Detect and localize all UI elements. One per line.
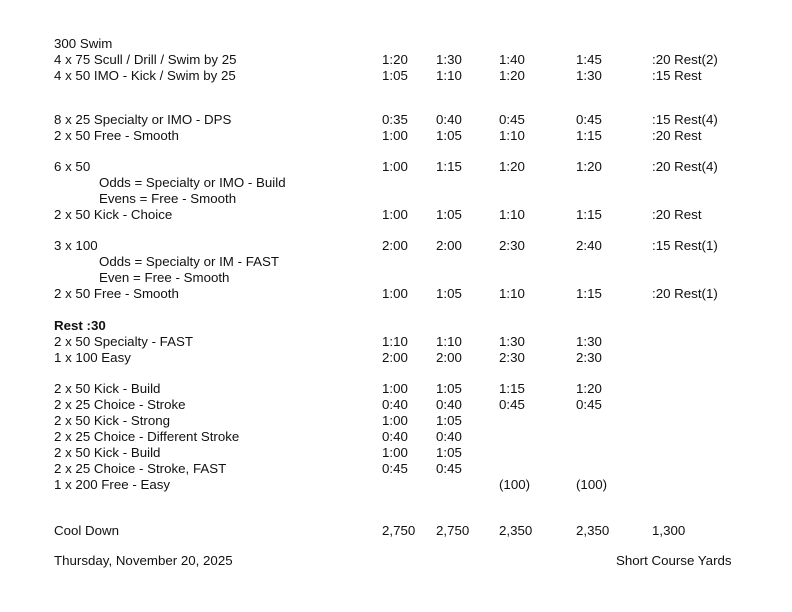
interval-lane-3: 0:45: [499, 397, 525, 412]
interval-lane-4: 2:30: [576, 350, 602, 365]
interval-lane-1: 0:40: [382, 429, 408, 444]
rest-interval: :15 Rest(1): [652, 238, 718, 253]
set-description: 2 x 50 Kick - Choice: [54, 207, 173, 222]
interval-lane-3: 2,350: [499, 523, 533, 538]
date-footer: Thursday, November 20, 2025: [54, 553, 233, 568]
set-description: 2 x 25 Choice - Stroke: [54, 397, 186, 412]
workout-row: [0, 523, 792, 539]
set-description: 2 x 50 Free - Smooth: [54, 128, 179, 143]
set-description: 2 x 50 Specialty - FAST: [54, 334, 193, 349]
rest-interval: :20 Rest(4): [652, 159, 718, 174]
interval-lane-1: 1:00: [382, 413, 408, 428]
interval-lane-1: 2,750: [382, 523, 416, 538]
interval-lane-2: 2:00: [436, 350, 462, 365]
interval-lane-1: 1:20: [382, 52, 408, 67]
interval-lane-4: (100): [576, 477, 608, 492]
set-sub-description: Evens = Free - Smooth: [99, 191, 237, 206]
workout-row: [0, 68, 792, 84]
interval-lane-2: 2:00: [436, 238, 462, 253]
workout-row: [0, 397, 792, 413]
interval-lane-3: (100): [499, 477, 531, 492]
interval-lane-4: 1:15: [576, 207, 602, 222]
interval-lane-2: 0:45: [436, 461, 462, 476]
set-description: 4 x 75 Scull / Drill / Swim by 25: [54, 52, 237, 67]
set-description: 8 x 25 Specialty or IMO - DPS: [54, 112, 232, 127]
workout-row: [0, 445, 792, 461]
interval-lane-1: 1:00: [382, 207, 408, 222]
interval-lane-2: 1:05: [436, 286, 462, 301]
interval-lane-3: 1:20: [499, 68, 525, 83]
interval-lane-3: 2:30: [499, 238, 525, 253]
interval-lane-4: 1:20: [576, 381, 602, 396]
rest-interval: 1,300: [652, 523, 686, 538]
interval-lane-2: 1:05: [436, 445, 462, 460]
course-footer: Short Course Yards: [616, 553, 732, 568]
workout-row: [0, 159, 792, 175]
interval-lane-2: 0:40: [436, 429, 462, 444]
interval-lane-1: 1:05: [382, 68, 408, 83]
interval-lane-1: 1:00: [382, 159, 408, 174]
interval-lane-1: 1:00: [382, 286, 408, 301]
set-sub-description: Odds = Specialty or IM - FAST: [99, 254, 279, 269]
interval-lane-2: 1:10: [436, 68, 462, 83]
interval-lane-4: 2:40: [576, 238, 602, 253]
workout-row: [0, 175, 792, 191]
workout-row: [0, 36, 792, 52]
interval-lane-4: 1:30: [576, 334, 602, 349]
interval-lane-1: 1:10: [382, 334, 408, 349]
interval-lane-1: 0:40: [382, 397, 408, 412]
workout-row: [0, 334, 792, 350]
rest-interval: :20 Rest: [652, 207, 702, 222]
interval-lane-1: 0:35: [382, 112, 408, 127]
set-description: 6 x 50: [54, 159, 91, 174]
interval-lane-1: 1:00: [382, 445, 408, 460]
interval-lane-1: 2:00: [382, 350, 408, 365]
set-description: 2 x 50 Kick - Strong: [54, 413, 171, 428]
interval-lane-3: 1:10: [499, 207, 525, 222]
workout-row: [0, 413, 792, 429]
workout-row: [0, 350, 792, 366]
interval-lane-4: 1:20: [576, 159, 602, 174]
interval-lane-3: 1:30: [499, 334, 525, 349]
workout-row: [0, 429, 792, 445]
workout-row: [0, 270, 792, 286]
interval-lane-2: 1:05: [436, 128, 462, 143]
workout-row: [0, 112, 792, 128]
interval-lane-3: 1:20: [499, 159, 525, 174]
set-description: 1 x 100 Easy: [54, 350, 131, 365]
rest-interval: :20 Rest(1): [652, 286, 718, 301]
interval-lane-1: 2:00: [382, 238, 408, 253]
workout-row: [0, 207, 792, 223]
interval-lane-2: 1:15: [436, 159, 462, 174]
rest-interval: :20 Rest(2): [652, 52, 718, 67]
set-description: 2 x 25 Choice - Stroke, FAST: [54, 461, 227, 476]
set-description: 2 x 50 Kick - Build: [54, 381, 161, 396]
interval-lane-4: 1:15: [576, 128, 602, 143]
set-description: 1 x 200 Free - Easy: [54, 477, 171, 492]
workout-row: [0, 128, 792, 144]
set-sub-description: Even = Free - Smooth: [99, 270, 230, 285]
set-description: 300 Swim: [54, 36, 113, 51]
workout-row: [0, 477, 792, 493]
set-description: Rest :30: [54, 318, 106, 333]
interval-lane-1: 1:00: [382, 128, 408, 143]
interval-lane-1: 0:45: [382, 461, 408, 476]
rest-interval: :15 Rest: [652, 68, 702, 83]
workout-row: [0, 52, 792, 68]
rest-interval: :20 Rest: [652, 128, 702, 143]
workout-row: [0, 461, 792, 477]
rest-interval: :15 Rest(4): [652, 112, 718, 127]
interval-lane-3: 1:15: [499, 381, 525, 396]
interval-lane-1: 1:00: [382, 381, 408, 396]
interval-lane-3: 0:45: [499, 112, 525, 127]
interval-lane-2: 1:05: [436, 207, 462, 222]
workout-row: [0, 254, 792, 270]
interval-lane-2: 1:05: [436, 381, 462, 396]
set-description: 2 x 50 Free - Smooth: [54, 286, 179, 301]
workout-row: [0, 191, 792, 207]
workout-row: [0, 238, 792, 254]
interval-lane-4: 1:15: [576, 286, 602, 301]
interval-lane-3: 1:10: [499, 128, 525, 143]
workout-row: [0, 318, 792, 334]
interval-lane-4: 0:45: [576, 397, 602, 412]
set-description: 2 x 25 Choice - Different Stroke: [54, 429, 240, 444]
interval-lane-4: 0:45: [576, 112, 602, 127]
set-description: 4 x 50 IMO - Kick / Swim by 25: [54, 68, 236, 83]
interval-lane-4: 2,350: [576, 523, 610, 538]
set-sub-description: Odds = Specialty or IMO - Build: [99, 175, 286, 190]
interval-lane-3: 2:30: [499, 350, 525, 365]
interval-lane-4: 1:30: [576, 68, 602, 83]
interval-lane-2: 1:05: [436, 413, 462, 428]
set-description: 3 x 100: [54, 238, 98, 253]
interval-lane-4: 1:45: [576, 52, 602, 67]
interval-lane-2: 0:40: [436, 397, 462, 412]
interval-lane-3: 1:10: [499, 286, 525, 301]
workout-row: [0, 286, 792, 302]
interval-lane-2: 0:40: [436, 112, 462, 127]
interval-lane-2: 1:30: [436, 52, 462, 67]
interval-lane-2: 2,750: [436, 523, 470, 538]
set-description: 2 x 50 Kick - Build: [54, 445, 161, 460]
interval-lane-3: 1:40: [499, 52, 525, 67]
set-description: Cool Down: [54, 523, 120, 538]
interval-lane-2: 1:10: [436, 334, 462, 349]
workout-row: [0, 381, 792, 397]
